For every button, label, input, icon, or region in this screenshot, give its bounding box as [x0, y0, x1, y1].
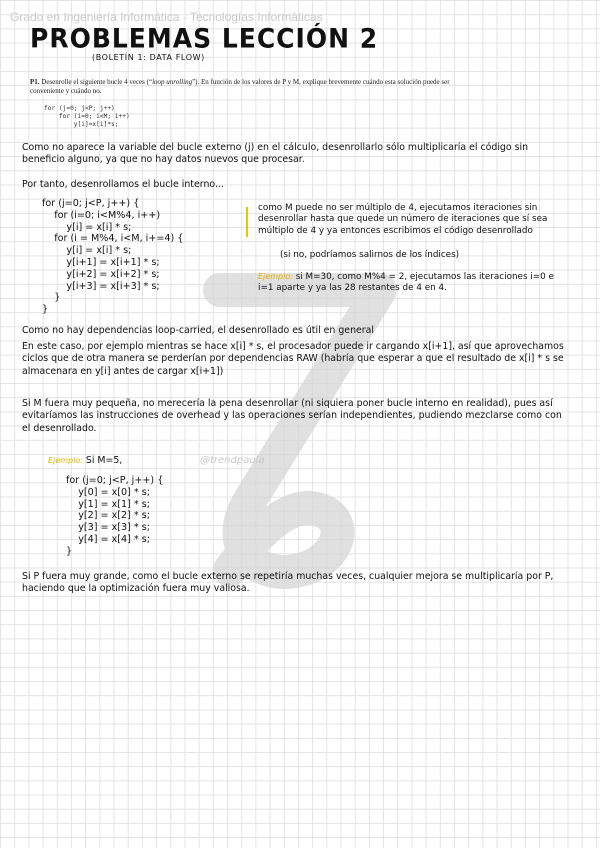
side-note-2: (si no, podríamos salirnos de los índices)	[280, 250, 460, 260]
para-loop-carried: Como no hay dependencias loop-carried, el desenrollado es útil en general	[22, 325, 374, 336]
note-intro-2: Por tanto, desenrollamos el bucle interno...	[22, 179, 224, 190]
note-intro: Como no aparece la variable del bucle externo (j) en el cálculo, desenrollarlo sólo multiplicaría el código sin beneficio alguno, ya que no hay datos nuevos que procesar.	[22, 142, 529, 166]
example-label: Ejemplo:	[258, 272, 293, 281]
example-2-label: Ejemplo:	[48, 456, 83, 465]
watermark-handle: @trendpaula	[200, 455, 265, 466]
page-title: PROBLEMAS LECCIÓN 2	[30, 22, 379, 55]
problem-label: P1.	[30, 78, 40, 86]
example-code: for (j=0; j<P, j++) { y[0] = x[0] * s; y[1] = x[1] * s; y[2] = x[2] * s; y[3] = x[3] * s; y[4] = x[4] * s; }	[66, 475, 164, 557]
side-example	[258, 271, 563, 295]
highlight-bar	[246, 207, 248, 237]
side-example-text: si M=30, como M%4 = 2, ejecutamos las iteraciones i=0 e i=1 aparte y ya las 28 restantes de 4 en 4.	[258, 272, 554, 294]
para-raw-dependencies: En este caso, por ejemplo mientras se hace x[i] * s, el procesador puede ir cargando x[i+1], así que aprovechamos ciclos que de otra manera se perderían por dependencias RAW (habría que esperar a que el resultado de x[i] * s se almacenara en y[i] antes de cargar x[i+1])	[22, 341, 564, 377]
problem-code: for (j=0; j<P; j++) for (i=0; i<M; i++) y[i]=x[i]*s;	[44, 105, 130, 128]
problem-text-em: loop unrolling	[152, 78, 193, 86]
example-2	[48, 455, 122, 467]
page-subtitle: (BOLETÍN 1: DATA FLOW)	[92, 53, 205, 62]
problem-text-a: Desenrolle el siguiente bucle 4 veces (“	[39, 78, 153, 86]
problem-statement	[30, 78, 450, 96]
para-large-p: Si P fuera muy grande, como el bucle externo se repetiría muchas veces, cualquier mejora se multiplicaría por P, haciendo que la optimización fuera muy valiosa.	[22, 571, 554, 595]
example-2-text: Si M=5,	[85, 455, 123, 466]
para-small-m: Si M fuera muy pequeña, no merecería la pena desenrollar (ni siquiera poner bucle interno en realidad), pues así evitaríamos las instrucciones de overhead y las operaciones serían independientes, pudiendo mezclarse como con el desenrollado.	[22, 398, 562, 434]
side-note: como M puede no ser múltiplo de 4, ejecutamos iteraciones sin desenrollar hasta que quede un número de iteraciones que sí sea múltiplo de 4 y ya entonces escribimos el código desenrollado	[258, 203, 548, 236]
problem-text-b: ”). En función de los valores de P y M, explique brevemente cuándo esta solución puede ser conveniente y cuándo no.	[30, 78, 450, 95]
unrolled-code: for (j=0; j<P, j++) { for (i=0; i<M%4, i++) y[i] = x[i] * s; for (i = M%4, i<M, i+=4) { y[i] = x[i] * s; y[i+1] = x[i+1] * s; y[i+2] = x[i+2] * s; y[i+3] = x[i+3] * s; } }	[42, 198, 184, 316]
watermark-course: Grado en Ingeniería Informática - Tecnologías Informáticas	[10, 10, 323, 24]
